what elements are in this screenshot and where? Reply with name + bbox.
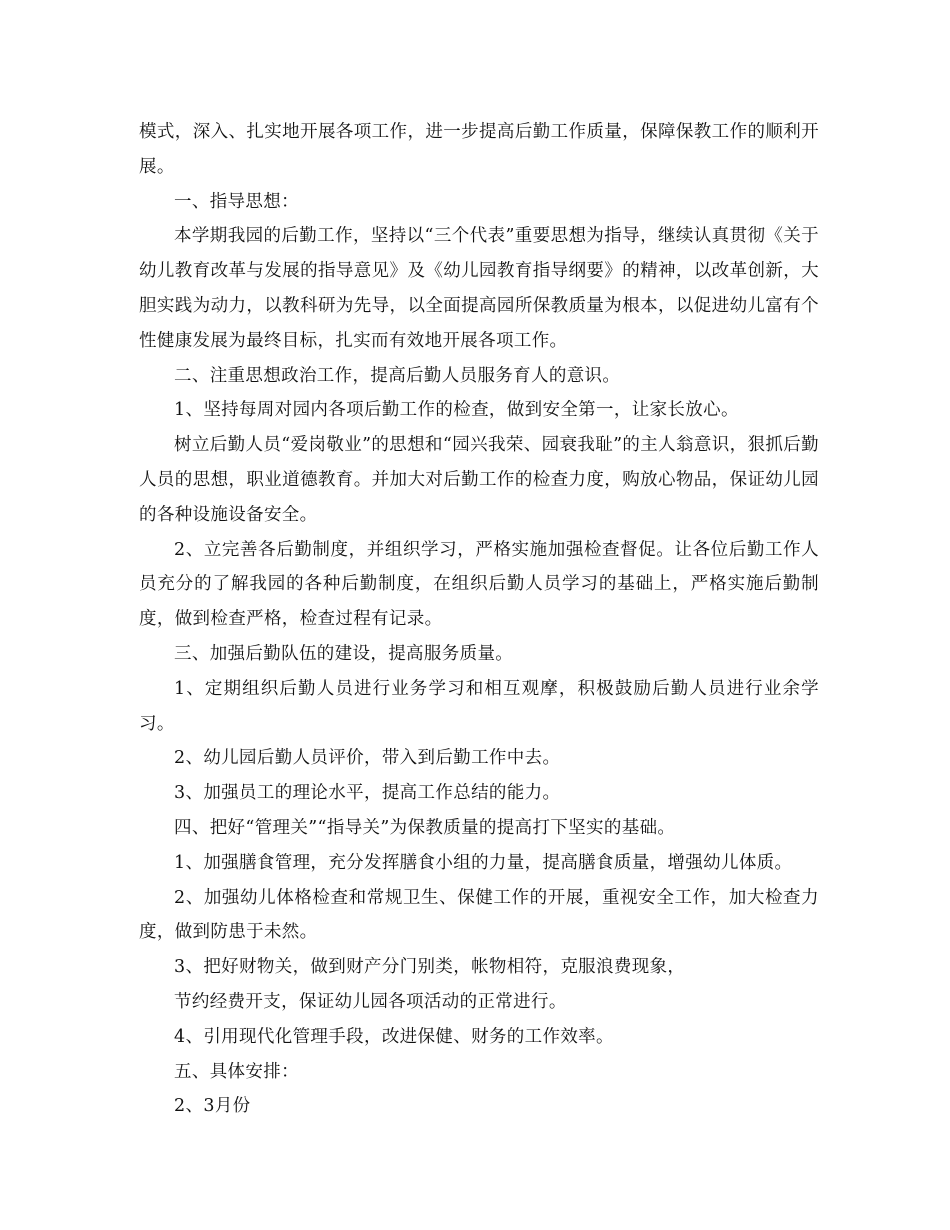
list-item-weekly-inspection: 1、坚持每周对园内各项后勤工作的检查，做到安全第一，让家长放心。 — [174, 400, 739, 421]
document-body — [139, 115, 819, 1124]
list-item-meal-management: 1、加强膳食管理，充分发挥膳食小组的力量，提高膳食质量，增强幼儿体质。 — [174, 852, 793, 873]
list-item-health-checks: 2、加强幼儿体格检查和常规卫生、保健工作的开展，重视安全工作，加大检查力度，做到防患于未然。 — [139, 887, 819, 943]
section-heading-guiding-ideology: 一、指导思想： — [174, 191, 299, 212]
paragraph-staff-ethics: 树立后勤人员“爱岗敬业”的思想和“园兴我荣、园衰我耻”的主人翁意识，狠抓后勤人员的思想，职业道德教育。并加大对后勤工作的检查力度，购放心物品，保证幼儿园的各种设施设备安全。 — [139, 435, 819, 525]
section-heading-arrangements: 五、具体安排： — [174, 1061, 299, 1082]
list-item-modern-management: 4、引用现代化管理手段，改进保健、财务的工作效率。 — [174, 1026, 614, 1047]
list-item-month-schedule: 2、3月份 — [174, 1096, 251, 1117]
paragraph-guiding-ideology: 本学期我园的后勤工作，坚持以“三个代表”重要思想为指导，继续认真贯彻《关于幼儿教育改革与发展的指导意见》及《幼儿园教育指导纲要》的精神，以改革创新，大胆实践为动力，以教科研为先导，以全面提高园所保教质量为根本，以促进幼儿富有个性健康发展为最终目标，扎实而有效地开展各项工作。 — [139, 226, 819, 351]
paragraph-continuation: 模式，深入、扎实地开展各项工作，进一步提高后勤工作质量，保障保教工作的顺利开展。 — [139, 122, 819, 177]
section-heading-political-work: 二、注重思想政治工作，提高后勤人员服务育人的意识。 — [174, 365, 621, 386]
section-heading-management: 四、把好“管理关”“指导关”为保教质量的提高打下坚实的基础。 — [174, 817, 676, 838]
list-item-staff-evaluation: 2、幼儿园后勤人员评价，带入到后勤工作中去。 — [174, 748, 561, 769]
paragraph-save-expenses: 节约经费开支，保证幼儿园各项活动的正常进行。 — [174, 991, 567, 1012]
list-item-property-control: 3、把好财物关，做到财产分门别类，帐物相符，克服浪费现象， — [174, 957, 686, 978]
list-item-improve-systems: 2、立完善各后勤制度，并组织学习，严格实施加强检查督促。让各位后勤工作人员充分的了解我园的各种后勤制度，在组织后勤人员学习的基础上，严格实施后勤制度，做到检查严格，检查过程有记录。 — [139, 539, 819, 630]
list-item-staff-learning: 1、定期组织后勤人员进行业务学习和相互观摩，积极鼓励后勤人员进行业余学习。 — [139, 678, 819, 734]
list-item-theory-level: 3、加强员工的理论水平，提高工作总结的能力。 — [174, 783, 561, 804]
section-heading-team-building: 三、加强后勤队伍的建设，提高服务质量。 — [174, 643, 514, 664]
